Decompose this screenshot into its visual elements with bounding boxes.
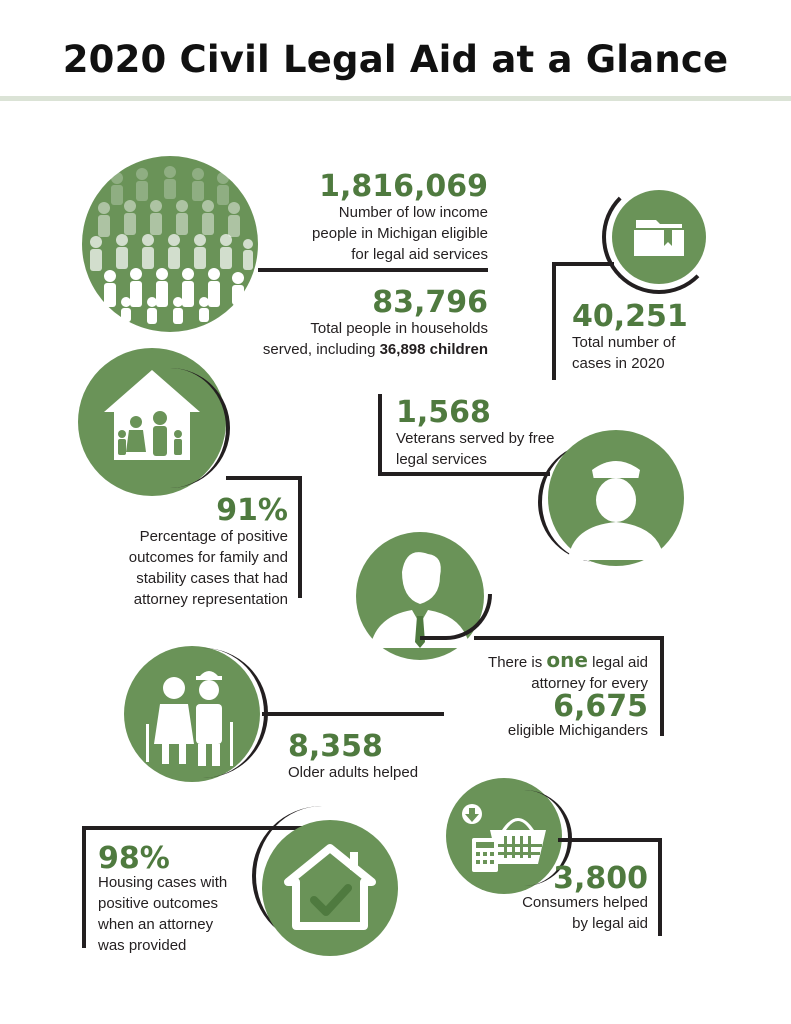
cases-stat: 40,251	[572, 299, 688, 334]
connector-line	[258, 268, 488, 272]
veterans-desc: Veterans served by free legal services	[396, 430, 555, 468]
family-stat: 91%	[216, 493, 288, 528]
connector-line	[262, 712, 444, 716]
housing-desc: Housing cases with positive outcomes when an attorney was provided	[98, 874, 228, 954]
crowd-icon	[82, 156, 258, 332]
house-check-icon	[262, 820, 398, 956]
eligible-desc: Number of low income people in Michigan eligible for legal aid services	[312, 204, 488, 263]
eligible-stat: 1,816,069	[319, 169, 488, 204]
connector-line	[552, 262, 556, 380]
connector-line	[558, 838, 662, 842]
connector-line	[552, 262, 614, 266]
households-stat: 83,796	[372, 285, 488, 320]
family-desc: Percentage of positive outcomes for family and stability cases that had attorney representation	[128, 528, 288, 608]
connector-line	[378, 394, 382, 476]
consumers-stat: 3,800	[553, 861, 648, 896]
cases-desc: Total number of cases in 2020	[572, 334, 676, 372]
folder-arc	[602, 180, 716, 294]
title-divider	[0, 96, 791, 101]
veterans-stat: 1,568	[396, 395, 491, 430]
consumers-desc: Consumers helped by legal aid	[522, 894, 648, 932]
households-desc: Total people in households served, including 36,898 children	[262, 320, 488, 358]
attorney-desc: There is one legal aid attorney for every	[488, 648, 648, 692]
connector-line	[378, 472, 550, 476]
crowd-circle	[82, 156, 258, 332]
connector-line	[474, 636, 664, 640]
connector-line	[298, 476, 302, 598]
veteran-icon	[548, 430, 684, 566]
attorney-stat: 6,675	[553, 689, 648, 724]
older-stat: 8,358	[288, 729, 383, 764]
housing-stat: 98%	[98, 841, 170, 876]
housing-circle	[262, 820, 398, 956]
attorney-desc-2: eligible Michiganders	[507, 722, 648, 739]
page-title: 2020 Civil Legal Aid at a Glance	[62, 38, 729, 81]
one-emphasis: one	[546, 648, 588, 672]
older-desc: Older adults helped	[288, 764, 419, 781]
veteran-circle	[548, 430, 684, 566]
children-count: 36,898 children	[379, 341, 488, 358]
connector-line	[82, 826, 86, 948]
connector-line	[226, 476, 302, 480]
connector-line	[658, 838, 662, 936]
connector-line	[660, 636, 664, 736]
